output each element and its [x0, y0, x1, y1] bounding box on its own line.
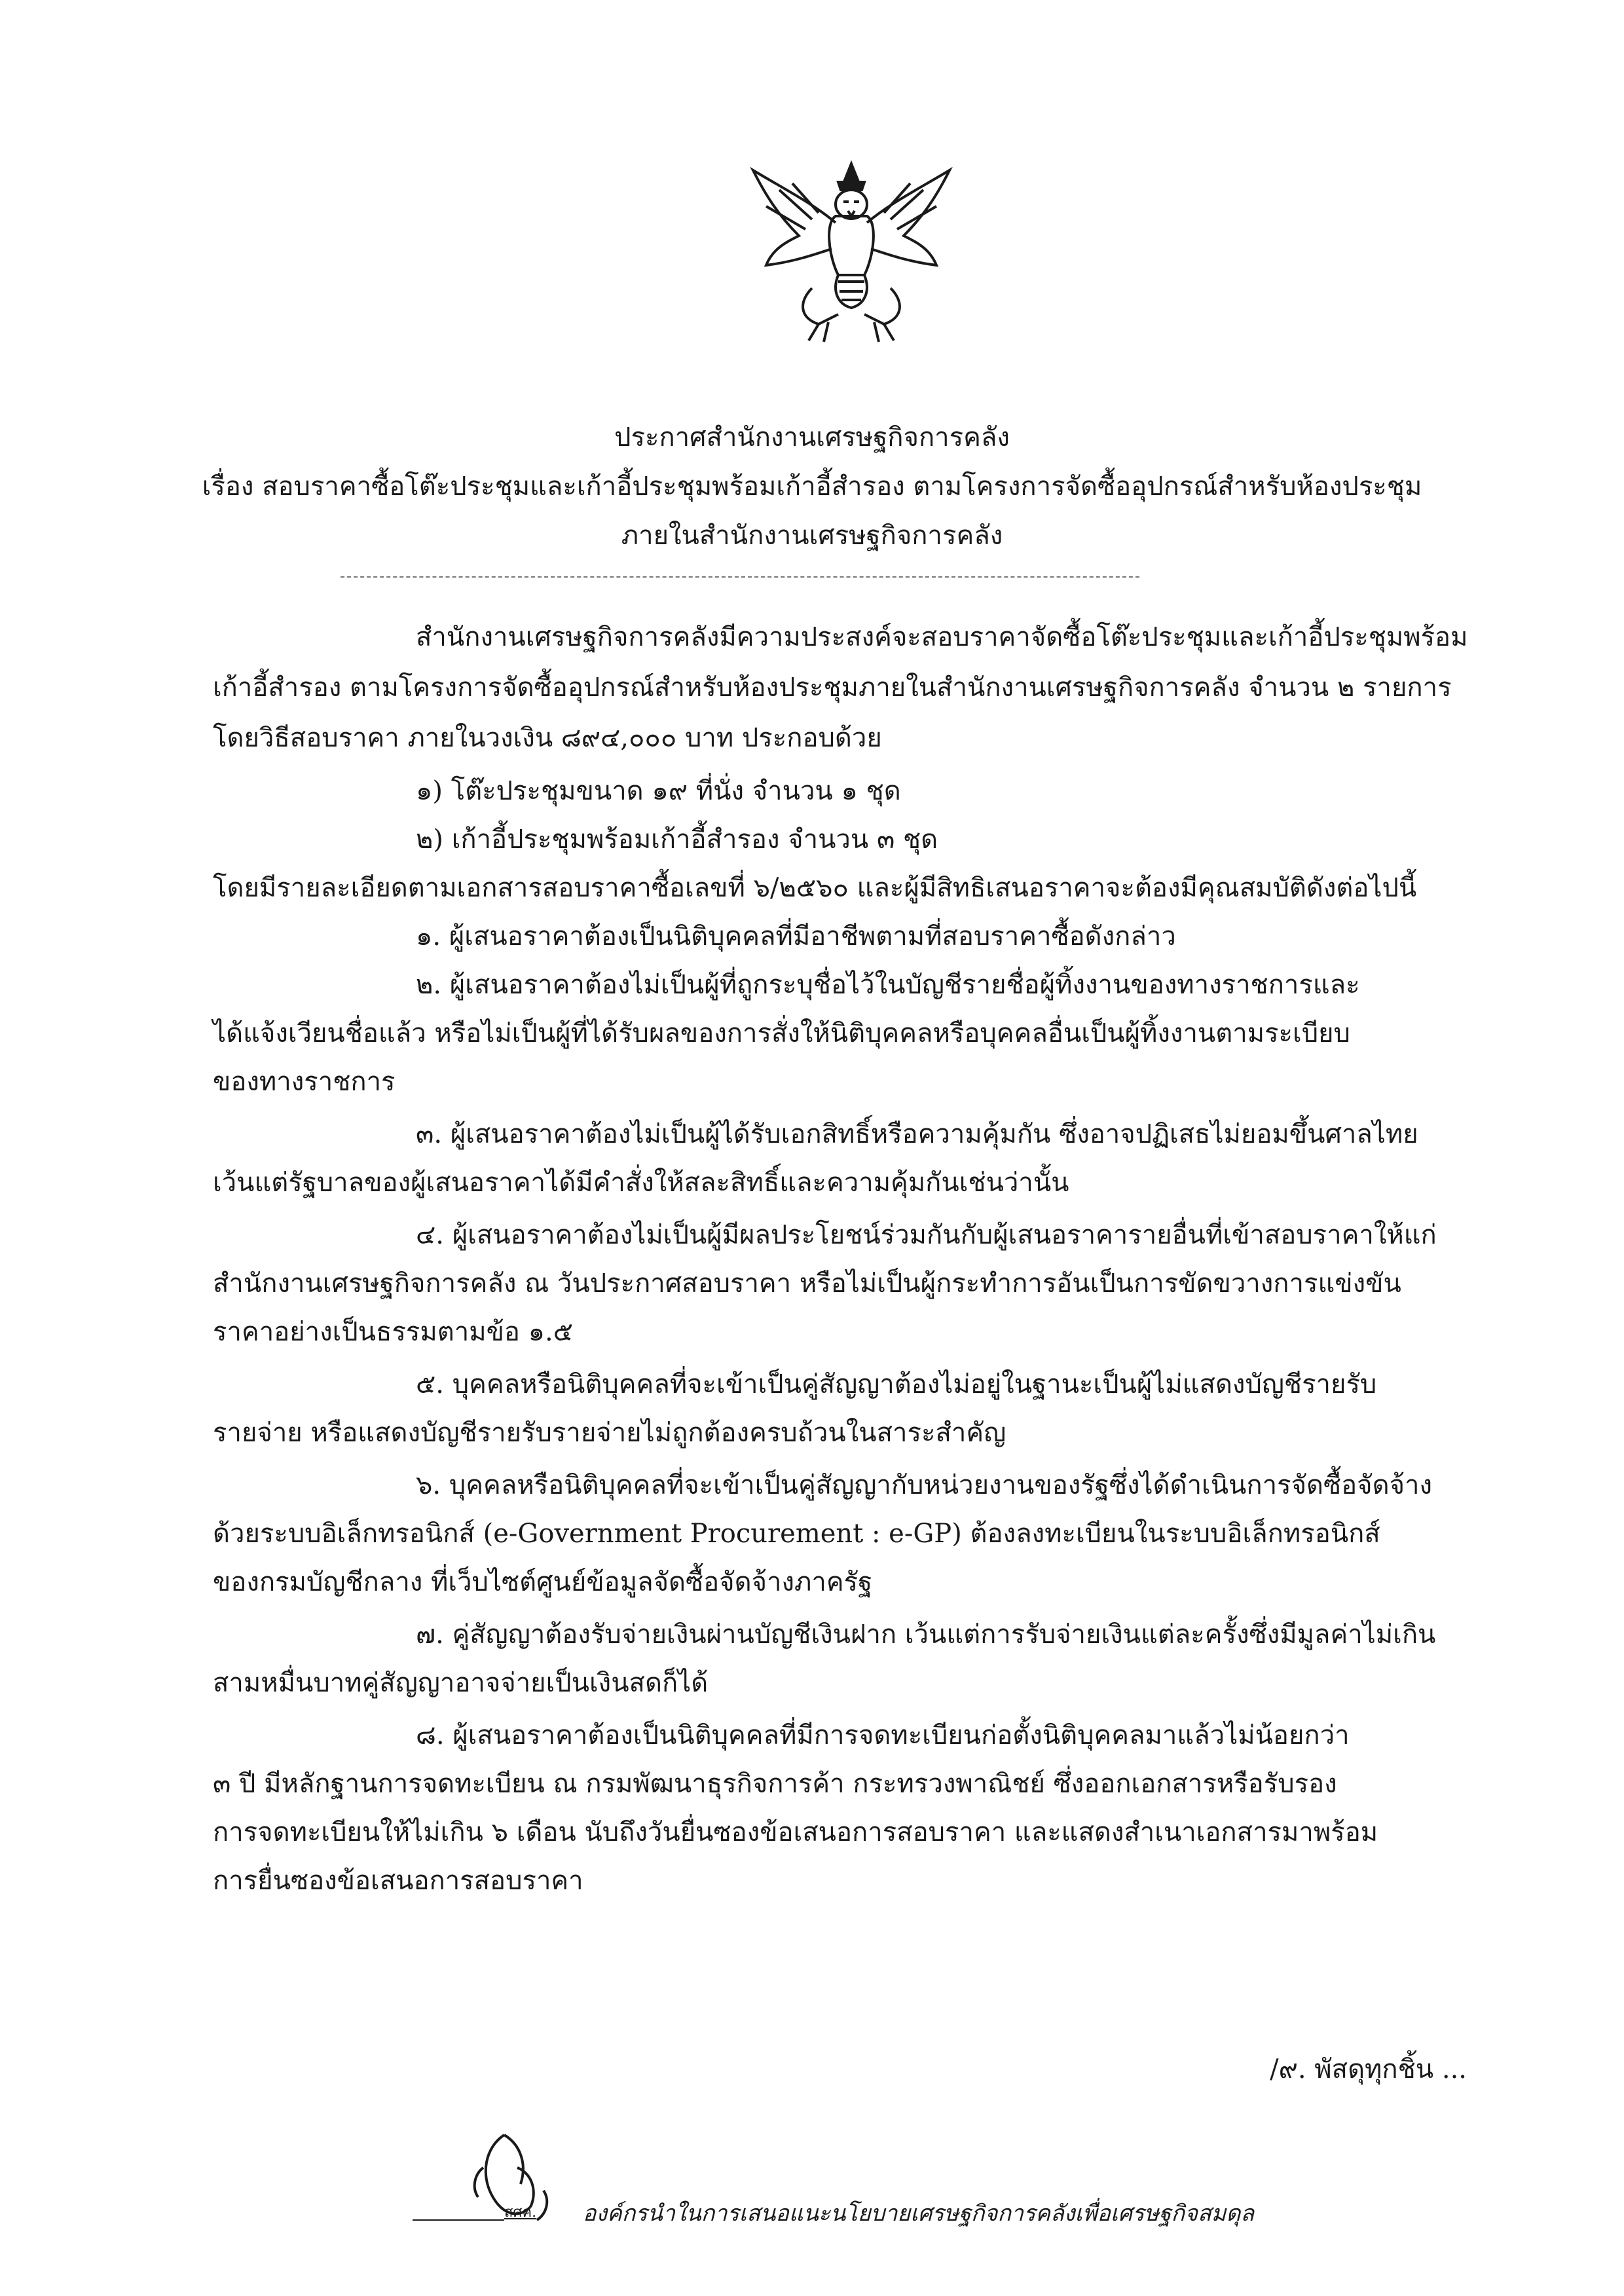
- list-item: ๑) โต๊ะประชุมขนาด ๑๙ ที่นั่ง จำนวน ๑ ชุด: [416, 776, 901, 806]
- fpo-logo-icon: [406, 2122, 563, 2240]
- subject-line-1: เรื่อง สอบราคาซื้อโต๊ะประชุมและเก้าอี้ประชุมพร้อมเก้าอี้สำรอง ตามโครงการจัดซื้ออุปกรณ์สำหรับห้องประชุม: [202, 472, 1422, 502]
- clause-item: ๘. ผู้เสนอราคาต้องเป็นนิติบุคคลที่มีการจดทะเบียนก่อตั้งนิติบุคคลมาแล้วไม่น้อยกว่า: [416, 1720, 1350, 1750]
- footer-abbreviation: สศค.: [504, 2204, 537, 2221]
- clause-item: ๒. ผู้เสนอราคาต้องไม่เป็นผู้ที่ถูกระบุชื่อไว้ในบัญชีรายชื่อผู้ทิ้งงานของทางราชการและ: [416, 970, 1360, 1000]
- continuation-note: /๙. พัสดุทุกชิ้น ...: [1270, 2054, 1467, 2084]
- clause-item: ๔. ผู้เสนอราคาต้องไม่เป็นผู้มีผลประโยชน์ร่วมกันกับผู้เสนอราคารายอื่นที่เข้าสอบราคาให้แก่: [416, 1220, 1437, 1250]
- body-line: การยื่นซองข้อเสนอการสอบราคา: [213, 1866, 583, 1896]
- clause-item: ๕. บุคคลหรือนิติบุคคลที่จะเข้าเป็นคู่สัญญาต้องไม่อยู่ในฐานะเป็นผู้ไม่แสดงบัญชีรายรับ: [416, 1369, 1377, 1399]
- body-line: ราคาอย่างเป็นธรรมตามข้อ ๑.๕: [213, 1317, 574, 1347]
- footer-tagline: องค์กรนำในการเสนอแนะนโยบายเศรษฐกิจการคลังเพื่อเศรษฐกิจสมดุล: [583, 2200, 1255, 2227]
- body-line: เว้นแต่รัฐบาลของผู้เสนอราคาได้มีคำสั่งให้สละสิทธิ์และความคุ้มกันเช่นว่านั้น: [213, 1168, 1069, 1198]
- garuda-emblem-icon: [740, 151, 963, 347]
- body-line: โดยมีรายละเอียดตามเอกสารสอบราคาซื้อเลขที่ ๖/๒๕๖๐ และผู้มีสิทธิเสนอราคาจะต้องมีคุณสมบัติดังต่อไปนี้: [213, 873, 1417, 903]
- footer: [406, 2122, 1323, 2240]
- subject-line-2: ภายในสำนักงานเศรษฐกิจการคลัง: [621, 521, 1003, 551]
- title-divider: [341, 576, 1139, 578]
- body-line: สำนักงานเศรษฐกิจการคลังมีความประสงค์จะสอบราคาจัดซื้อโต๊ะประชุมและเก้าอี้ประชุมพร้อม: [416, 622, 1468, 652]
- body-line: การจดทะเบียนให้ไม่เกิน ๖ เดือน นับถึงวันยื่นซองข้อเสนอการสอบราคา และแสดงสำเนาเอกสารมาพร้อม: [213, 1817, 1378, 1847]
- clause-item: ๑. ผู้เสนอราคาต้องเป็นนิติบุคคลที่มีอาชีพตามที่สอบราคาซื้อดังกล่าว: [416, 921, 1176, 952]
- body-line: รายจ่าย หรือแสดงบัญชีรายรับรายจ่ายไม่ถูกต้องครบถ้วนในสาระสำคัญ: [213, 1418, 1006, 1448]
- clause-item: ๖. บุคคลหรือนิติบุคคลที่จะเข้าเป็นคู่สัญญากับหน่วยงานของรัฐซึ่งได้ดำเนินการจัดซื้อจัดจ้าง: [416, 1470, 1432, 1500]
- body-line: ด้วยระบบอิเล็กทรอนิกส์ (e-Government Procurement : e-GP) ต้องลงทะเบียนในระบบอิเล็กทรอนิกส์: [213, 1519, 1380, 1549]
- clause-item: ๓. ผู้เสนอราคาต้องไม่เป็นผู้ได้รับเอกสิทธิ์หรือความคุ้มกัน ซึ่งอาจปฏิเสธไม่ยอมขึ้นศาลไทย: [416, 1119, 1418, 1149]
- announcement-title: ประกาศสำนักงานเศรษฐกิจการคลัง: [614, 422, 1010, 453]
- body-line: โดยวิธีสอบราคา ภายในวงเงิน ๘๙๔,๐๐๐ บาท ประกอบด้วย: [213, 723, 882, 753]
- body-line: ของทางราชการ: [213, 1067, 396, 1097]
- body-line: สามหมื่นบาทคู่สัญญาอาจจ่ายเป็นเงินสดก็ได้: [213, 1668, 709, 1698]
- body-line: เก้าอี้สำรอง ตามโครงการจัดซื้ออุปกรณ์สำหรับห้องประชุมภายในสำนักงานเศรษฐกิจการคลัง จำนวน ๒ รายการ: [213, 673, 1452, 703]
- body-line: ๓ ปี มีหลักฐานการจดทะเบียน ณ กรมพัฒนาธุรกิจการค้า กระทรวงพาณิชย์ ซึ่งออกเอกสารหรือรับรอง: [213, 1769, 1337, 1799]
- clause-item: ๗. คู่สัญญาต้องรับจ่ายเงินผ่านบัญชีเงินฝาก เว้นแต่การรับจ่ายเงินแต่ละครั้งซึ่งมีมูลค่าไม่เกิน: [416, 1620, 1436, 1650]
- body-line: สำนักงานเศรษฐกิจการคลัง ณ วันประกาศสอบราคา หรือไม่เป็นผู้กระทำการอันเป็นการขัดขวางการแข่งขัน: [213, 1268, 1401, 1299]
- list-item: ๒) เก้าอี้ประชุมพร้อมเก้าอี้สำรอง จำนวน ๓ ชุด: [416, 824, 938, 855]
- body-line: ของกรมบัญชีกลาง ที่เว็บไซต์ศูนย์ข้อมูลจัดซื้อจัดจ้างภาครัฐ: [213, 1567, 873, 1597]
- body-line: ได้แจ้งเวียนชื่อแล้ว หรือไม่เป็นผู้ที่ได้รับผลของการสั่งให้นิติบุคคลหรือบุคคลอื่นเป็นผู้ทิ้งงานตามระเบียบ: [213, 1018, 1350, 1048]
